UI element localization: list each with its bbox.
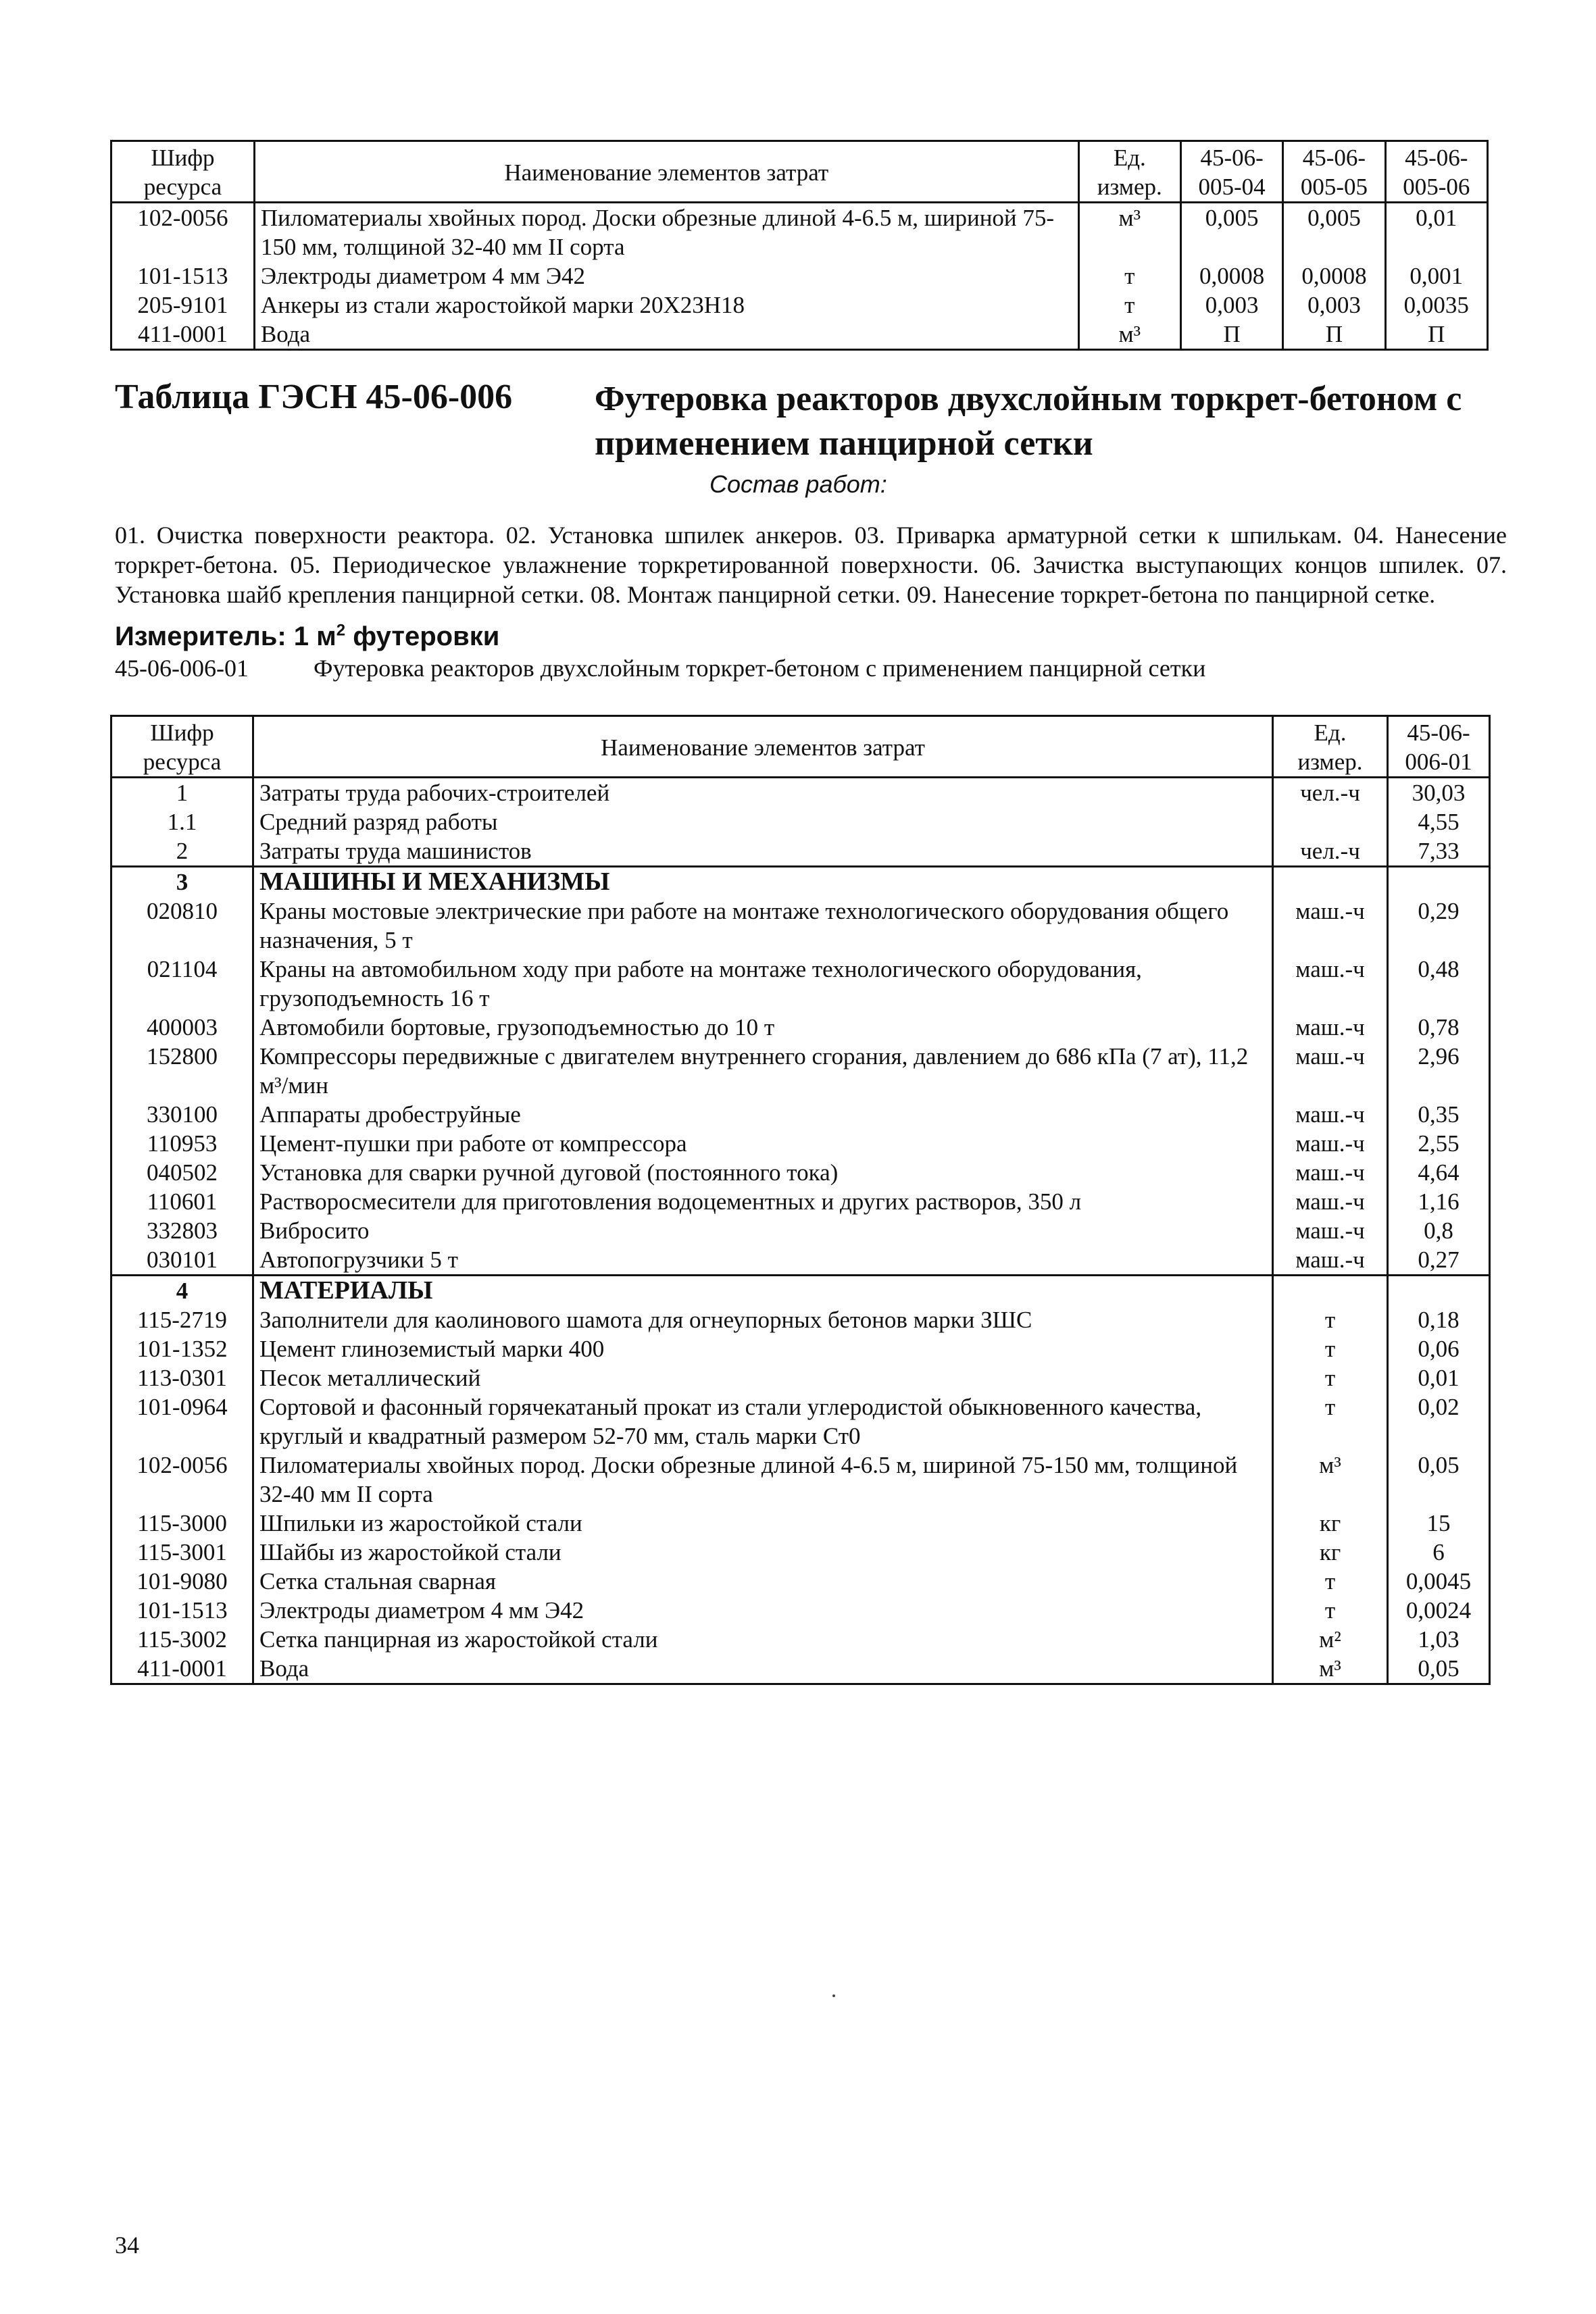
cell-value: 0,02 [1388, 1392, 1490, 1451]
table-row [111, 778, 1490, 808]
measure-prefix: Измеритель: 1 м [115, 622, 336, 651]
cell-name: Сортовой и фасонный горячекатаный прокат из стали углеродистой обыкновенного качества, круглый и квадратный размером 52-70 мм, сталь марки Ст0 [253, 1392, 1273, 1451]
cell-name: Затраты труда машинистов [253, 836, 1273, 867]
cell-unit: м³ [1078, 203, 1180, 262]
table-row [111, 1305, 1490, 1334]
table-row [111, 1451, 1490, 1509]
cell-value: 2,96 [1388, 1042, 1490, 1100]
header-col-2: 45-06-005-05 [1283, 141, 1385, 203]
works-heading: Состав работ: [709, 470, 887, 498]
norm-code: 45-06-006-01 [115, 655, 249, 682]
cell-unit: маш.-ч [1273, 1013, 1388, 1042]
header-col-1: 45-06-006-01 [1388, 716, 1490, 778]
cell-unit: т [1273, 1596, 1388, 1625]
table-row [111, 1363, 1490, 1392]
table-row [111, 1100, 1490, 1129]
cell-code: 101-1513 [111, 261, 255, 291]
resource-table [110, 715, 1491, 1685]
cell-code: 152800 [111, 1042, 253, 1100]
cell-unit: м³ [1273, 1451, 1388, 1509]
cell-value: 2,55 [1388, 1129, 1490, 1158]
cell-value-2: 0,005 [1283, 203, 1385, 262]
cell-code: 102-0056 [111, 1451, 253, 1509]
cell-unit: кг [1273, 1538, 1388, 1567]
cell-value-3: 0,001 [1385, 261, 1487, 291]
cell-unit: маш.-ч [1273, 897, 1388, 955]
table-row [111, 1158, 1490, 1187]
norm-code-description: Футеровка реакторов двухслойным торкрет-бетоном с применением панцирной сетки [314, 655, 1206, 682]
cell-name: Заполнители для каолинового шамота для огнеупорных бетонов марки ЗШС [253, 1305, 1273, 1334]
cell-value-1: П [1180, 320, 1282, 350]
cell-name: Автопогрузчики 5 т [253, 1245, 1273, 1276]
table-row [111, 1245, 1490, 1276]
cell-code: 205-9101 [111, 291, 255, 320]
header-name: Наименование элементов затрат [253, 716, 1273, 778]
measure-sup: 2 [336, 621, 346, 640]
table-row [111, 897, 1490, 955]
works-text: 01. Очистка поверхности реактора. 02. Установка шпилек анкеров. 03. Приварка арматурной сетки к шпилькам. 04. Нанесение торкрет-бетона. 05. Периодическое увлажнение торкретированной поверхности. 06. Зачистка выступающих концов шпилек. 07. Установка шайб крепления панцирной сетки. 08. Монтаж панцирной сетки. 09. Нанесение торкрет-бетона по панцирной сетке. [115, 522, 1507, 608]
cell-code: 021104 [111, 955, 253, 1013]
table-row [111, 1654, 1490, 1684]
cell-code: 110601 [111, 1187, 253, 1216]
cell-name: Затраты труда рабочих-строителей [253, 778, 1273, 808]
cell-code: 101-1352 [111, 1334, 253, 1363]
scan-speck [832, 1994, 835, 1997]
measure-line [115, 622, 499, 652]
cell-code: 101-1513 [111, 1596, 253, 1625]
cell-value: 0,27 [1388, 1245, 1490, 1276]
table-row [111, 1042, 1490, 1100]
cell-value: 0,0024 [1388, 1596, 1490, 1625]
cell-unit: чел.-ч [1273, 836, 1388, 867]
cell-value [1388, 867, 1490, 897]
cell-unit: т [1273, 1363, 1388, 1392]
cell-code: 115-3001 [111, 1538, 253, 1567]
cell-value: 0,78 [1388, 1013, 1490, 1042]
measure-suffix: футеровки [345, 622, 500, 651]
cell-code: 1 [111, 778, 253, 808]
cell-value: 30,03 [1388, 778, 1490, 808]
cell-unit: маш.-ч [1273, 1042, 1388, 1100]
cell-name: Анкеры из стали жаростойкой марки 20Х23Н18 [254, 291, 1078, 320]
cell-value: 6 [1388, 1538, 1490, 1567]
cell-unit: маш.-ч [1273, 955, 1388, 1013]
cell-code: 411-0001 [111, 1654, 253, 1684]
table-row [111, 836, 1490, 867]
cell-value-1: 0,003 [1180, 291, 1282, 320]
cell-unit: маш.-ч [1273, 1187, 1388, 1216]
table-row [111, 1509, 1490, 1538]
header-col-1: 45-06-005-04 [1180, 141, 1282, 203]
table-row [111, 1538, 1490, 1567]
table-row [111, 1625, 1490, 1654]
cell-value: 0,06 [1388, 1334, 1490, 1363]
cell-name: Автомобили бортовые, грузоподъемностью до 10 т [253, 1013, 1273, 1042]
cell-value-1: 0,005 [1180, 203, 1282, 262]
cell-value-3: П [1385, 320, 1487, 350]
header-code: Шифр ресурса [111, 141, 255, 203]
cell-code: 101-0964 [111, 1392, 253, 1451]
cell-code: 400003 [111, 1013, 253, 1042]
header-code: Шифр ресурса [111, 716, 253, 778]
cell-unit: м³ [1273, 1654, 1388, 1684]
table-row [111, 1013, 1490, 1042]
table-row [111, 320, 1488, 350]
cell-name: Краны мостовые электрические при работе на монтаже технологического оборудования общего назначения, 5 т [253, 897, 1273, 955]
cell-code: 101-9080 [111, 1567, 253, 1596]
table-title: Футеровка реакторов двухслойным торкрет-бетоном с применением панцирной сетки [595, 380, 1462, 463]
cell-value-2: 0,003 [1283, 291, 1385, 320]
cell-code: 1.1 [111, 807, 253, 836]
table1-body [111, 203, 1488, 350]
cell-code: 332803 [111, 1216, 253, 1245]
header-unit: Ед. измер. [1273, 716, 1388, 778]
cell-code: 102-0056 [111, 203, 255, 262]
cell-code: 020810 [111, 897, 253, 955]
cell-code: 040502 [111, 1158, 253, 1187]
cell-name: Растворосмесители для приготовления водоцементных и других растворов, 350 л [253, 1187, 1273, 1216]
cell-unit: м³ [1078, 320, 1180, 350]
table-label: Таблица ГЭСН 45-06-006 [115, 378, 513, 416]
cell-name: Компрессоры передвижные с двигателем внутреннего сгорания, давлением до 686 кПа (7 ат), 11,2 м³/мин [253, 1042, 1273, 1100]
cell-value-3: 0,0035 [1385, 291, 1487, 320]
cell-unit: т [1273, 1305, 1388, 1334]
cell-name: Шпильки из жаростойкой стали [253, 1509, 1273, 1538]
cell-value-2: 0,0008 [1283, 261, 1385, 291]
cell-code: 110953 [111, 1129, 253, 1158]
cell-unit [1273, 807, 1388, 836]
cell-unit: маш.-ч [1273, 1245, 1388, 1276]
cell-name: Пиломатериалы хвойных пород. Доски обрезные длиной 4-6.5 м, шириной 75-150 мм, толщиной 32-40 мм II сорта [253, 1451, 1273, 1509]
cell-name: Вода [254, 320, 1078, 350]
cell-unit [1273, 1276, 1388, 1306]
cell-unit: маш.-ч [1273, 1216, 1388, 1245]
norm-code-line [115, 654, 1206, 682]
cell-value: 0,8 [1388, 1216, 1490, 1245]
cell-name: МАШИНЫ И МЕХАНИЗМЫ [253, 867, 1273, 897]
cell-name: Сетка стальная сварная [253, 1567, 1273, 1596]
cell-code: 115-3000 [111, 1509, 253, 1538]
cell-code: 3 [111, 867, 253, 897]
cell-value-3: 0,01 [1385, 203, 1487, 262]
cell-name: Электроды диаметром 4 мм Э42 [254, 261, 1078, 291]
cell-value-1: 0,0008 [1180, 261, 1282, 291]
cell-name: Песок металлический [253, 1363, 1273, 1392]
cell-code: 115-3002 [111, 1625, 253, 1654]
cell-unit: маш.-ч [1273, 1129, 1388, 1158]
cell-unit: т [1078, 291, 1180, 320]
cell-value: 0,18 [1388, 1305, 1490, 1334]
cell-value: 0,05 [1388, 1451, 1490, 1509]
table-row [111, 1392, 1490, 1451]
table-row [111, 1187, 1490, 1216]
cell-value: 0,05 [1388, 1654, 1490, 1684]
table-row [111, 261, 1488, 291]
cell-value: 0,01 [1388, 1363, 1490, 1392]
table-row [111, 291, 1488, 320]
table-row [111, 203, 1488, 262]
cell-unit: т [1273, 1392, 1388, 1451]
cell-name: Аппараты дробеструйные [253, 1100, 1273, 1129]
cell-name: Вибросито [253, 1216, 1273, 1245]
cell-value: 1,03 [1388, 1625, 1490, 1654]
cell-unit: кг [1273, 1509, 1388, 1538]
resource-table-continued [110, 140, 1489, 351]
section-row [111, 1276, 1490, 1306]
cell-name: Шайбы из жаростойкой стали [253, 1538, 1273, 1567]
cell-value: 0,35 [1388, 1100, 1490, 1129]
section-row [111, 867, 1490, 897]
cell-code: 411-0001 [111, 320, 255, 350]
cell-name: Вода [253, 1654, 1273, 1684]
header-unit: Ед. измер. [1078, 141, 1180, 203]
table-row [111, 1216, 1490, 1245]
cell-value: 7,33 [1388, 836, 1490, 867]
page-number: 34 [115, 2232, 139, 2259]
cell-unit [1273, 867, 1388, 897]
cell-unit: чел.-ч [1273, 778, 1388, 808]
cell-unit: маш.-ч [1273, 1100, 1388, 1129]
cell-value: 15 [1388, 1509, 1490, 1538]
cell-unit: т [1078, 261, 1180, 291]
cell-value: 0,29 [1388, 897, 1490, 955]
table-row [111, 1334, 1490, 1363]
cell-code: 330100 [111, 1100, 253, 1129]
cell-value: 0,48 [1388, 955, 1490, 1013]
cell-code: 113-0301 [111, 1363, 253, 1392]
cell-name: Пиломатериалы хвойных пород. Доски обрезные длиной 4-6.5 м, шириной 75-150 мм, толщиной 32-40 мм II сорта [254, 203, 1078, 262]
table-row [111, 955, 1490, 1013]
cell-value: 0,0045 [1388, 1567, 1490, 1596]
cell-code: 115-2719 [111, 1305, 253, 1334]
cell-name: Электроды диаметром 4 мм Э42 [253, 1596, 1273, 1625]
cell-code: 2 [111, 836, 253, 867]
cell-name: Краны на автомобильном ходу при работе на монтаже технологического оборудования, грузоподъемность 16 т [253, 955, 1273, 1013]
cell-name: Сетка панцирная из жаростойкой стали [253, 1625, 1273, 1654]
cell-code: 030101 [111, 1245, 253, 1276]
cell-value: 1,16 [1388, 1187, 1490, 1216]
cell-name: Цемент-пушки при работе от компрессора [253, 1129, 1273, 1158]
cell-value-2: П [1283, 320, 1385, 350]
cell-name: Средний разряд работы [253, 807, 1273, 836]
cell-code: 4 [111, 1276, 253, 1306]
header-col-3: 45-06-005-06 [1385, 141, 1487, 203]
table-row [111, 1567, 1490, 1596]
cell-value: 4,55 [1388, 807, 1490, 836]
table-row [111, 807, 1490, 836]
cell-unit: т [1273, 1567, 1388, 1596]
cell-value [1388, 1276, 1490, 1306]
cell-value: 4,64 [1388, 1158, 1490, 1187]
cell-unit: маш.-ч [1273, 1158, 1388, 1187]
table2-body [111, 778, 1490, 1684]
cell-name: Установка для сварки ручной дуговой (постоянного тока) [253, 1158, 1273, 1187]
cell-name: МАТЕРИАЛЫ [253, 1276, 1273, 1306]
cell-unit: т [1273, 1334, 1388, 1363]
header-name: Наименование элементов затрат [254, 141, 1078, 203]
table-row [111, 1129, 1490, 1158]
cell-unit: м² [1273, 1625, 1388, 1654]
cell-name: Цемент глиноземистый марки 400 [253, 1334, 1273, 1363]
table-row [111, 1596, 1490, 1625]
